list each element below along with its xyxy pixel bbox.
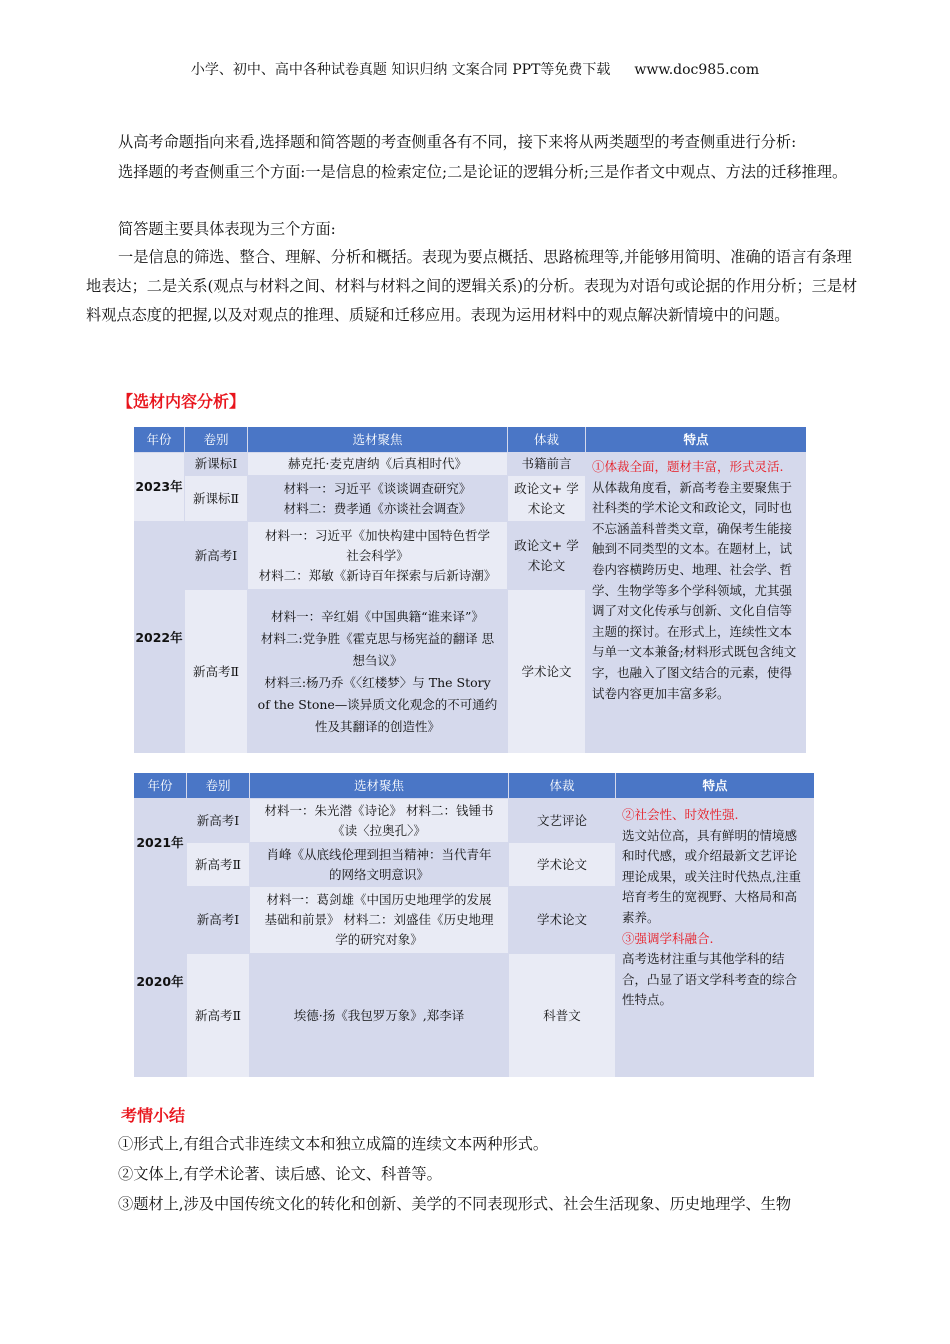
material-cell: 材料一：葛剑雄《中国历史地理学的发展 基础和前景》 材料二：刘盛佳《历史地理 学的研究对象》	[250, 887, 508, 953]
section-title-summary: 考情小结	[121, 1106, 186, 1125]
paper-cell: 新课标Ⅱ	[185, 476, 247, 521]
genre-cell: 政论文+ 学 术论文	[508, 522, 585, 589]
paper-cell: 新高考Ⅰ	[187, 887, 249, 953]
header-paper: 卷别	[185, 427, 247, 452]
year-cell: 2022年	[134, 522, 184, 753]
paragraph-choice-text: 选择题的考查侧重三个方面:一是信息的检索定位;二是论证的逻辑分析;三是作者文中观点、方法的迁移推理。	[118, 163, 848, 181]
material-cell: 材料一：朱光潜《诗论》 材料二：钱锺书 《读〈拉奥孔〉》	[250, 799, 508, 842]
feature-cell	[616, 799, 814, 1077]
feature-text: 从体裁角度看，新高考卷主要聚焦于社科类的学术论文和政论文，同时也不忘涵盖科普类文章，确保考生能接触到不同类型的文本。在题材上，试卷内容横跨历史、地理、社会学、哲学、生物学等多个学科领域，尤其强调了对文化传承与创新、文化自信等主题的探讨。在形式上，连续性文本与单一文本兼备;材料形式既包含纯文字，也融入了图文结合的元素，使得试卷内容更加丰富多彩。	[592, 479, 797, 701]
genre-cell: 科普文	[509, 954, 615, 1077]
header-feature: 特点	[586, 427, 806, 452]
material-cell: 材料一：习近平《加快构建中国特色哲学 社会科学》 材料二：郑敏《新诗百年探索与后新诗潮》	[248, 522, 507, 589]
genre-cell: 学术论文	[508, 590, 585, 753]
header-genre: 体裁	[508, 427, 585, 452]
year-cell: 2020年	[134, 887, 186, 1077]
material-cell: 材料一：习近平《谈谈调查研究》 材料二：费孝通《亦谈社会调查》	[248, 476, 507, 521]
material-table-2023-2022	[134, 427, 806, 753]
header-year: 年份	[134, 427, 184, 452]
summary-item: ②文体上,有学术论著、读后感、论文、科普等。	[118, 1165, 442, 1183]
feature-highlight: ①体裁全面，题材丰富，形式灵活.	[592, 459, 784, 474]
material-cell: 埃德·扬《我包罗万象》,郑李译	[250, 954, 508, 1077]
paper-cell: 新高考Ⅰ	[185, 522, 247, 589]
feature-highlight: ③强调学科融合.	[622, 930, 714, 946]
paper-cell: 新高考Ⅰ	[187, 799, 249, 842]
paragraph-intro: 从高考命题指向来看,选择题和简答题的考查侧重各有不同，接下来将从两类题型的考查侧重进行分析:	[118, 133, 797, 151]
feature-text: 选文站位高，具有鲜明的情境感和时代感，或介绍最新文艺评论理论成果，或关注时代热点,注重培育考生的宽视野、大格局和高素养。	[622, 827, 801, 925]
feature-cell	[586, 453, 806, 753]
header-genre: 体裁	[509, 773, 615, 798]
year-cell: 2023年	[134, 453, 184, 521]
header-site[interactable]: www.doc985.com	[634, 62, 760, 78]
genre-cell: 书籍前言	[508, 453, 585, 475]
header-feature: 特点	[616, 773, 814, 798]
paragraph-detail: 一是信息的筛选、整合、理解、分析和概括。表现为要点概括、思路梳理等,并能够用简明、准确的语言有条理地表达；二是关系(观点与材料之间、材料与材料之间的逻辑关系)的分析。表现为对语句或论据的作用分析；三是材料观点态度的把握,以及对观点的推理、质疑和迁移应用。表现为运用材料中的观点解决新情境中的问题。	[86, 248, 858, 324]
material-cell: 肖峰《从底线伦理到担当精神：当代青年 的网络文明意识》	[250, 843, 508, 886]
material-cell: 材料一：辛红娟《中国典籍“谁来译”》 材料二:党争胜《霍克思与杨宪益的翻译 思 想刍议》 材料三:杨乃乔《〈红楼梦〉与 The Story of the Stone—谈异质文化观念的不可通约 性及其翻译的创造性》	[248, 590, 507, 753]
feature-highlight: ②社会性、时效性强.	[622, 807, 739, 822]
header-material: 选材聚焦	[250, 773, 508, 798]
section-title-material-analysis: 【选材内容分析】	[117, 392, 246, 411]
header-text: 小学、初中、高中各种试卷真题 知识归纳 文案合同 PPT等免费下载	[190, 62, 611, 78]
material-cell: 赫克托·麦克唐纳《后真相时代》	[248, 453, 507, 475]
header-year: 年份	[134, 773, 186, 798]
year-cell: 2021年	[134, 799, 186, 886]
paragraph-choice	[86, 158, 863, 187]
paragraph-short-answer: 简答题主要具体表现为三个方面:	[118, 220, 336, 238]
header-paper: 卷别	[187, 773, 249, 798]
feature-text: 高考选材注重与其他学科的结合，凸显了语文学科考查的综合性特点。	[622, 951, 798, 1008]
paper-cell: 新课标Ⅰ	[185, 453, 247, 475]
summary-item: ③题材上,涉及中国传统文化的转化和创新、美学的不同表现形式、社会生活现象、历史地理学、生物	[118, 1195, 792, 1213]
paper-cell: 新高考Ⅱ	[185, 590, 247, 753]
summary-item: ①形式上,有组合式非连续文本和独立成篇的连续文本两种形式。	[118, 1135, 549, 1153]
genre-cell: 政论文+ 学 术论文	[508, 476, 585, 521]
genre-cell: 学术论文	[509, 843, 615, 886]
genre-cell: 文艺评论	[509, 799, 615, 842]
genre-cell: 学术论文	[509, 887, 615, 953]
page-header	[0, 59, 950, 79]
paper-cell: 新高考Ⅱ	[187, 843, 249, 886]
header-material: 选材聚焦	[248, 427, 507, 452]
paper-cell: 新高考Ⅱ	[187, 954, 249, 1077]
material-table-2021-2020	[134, 773, 814, 1077]
